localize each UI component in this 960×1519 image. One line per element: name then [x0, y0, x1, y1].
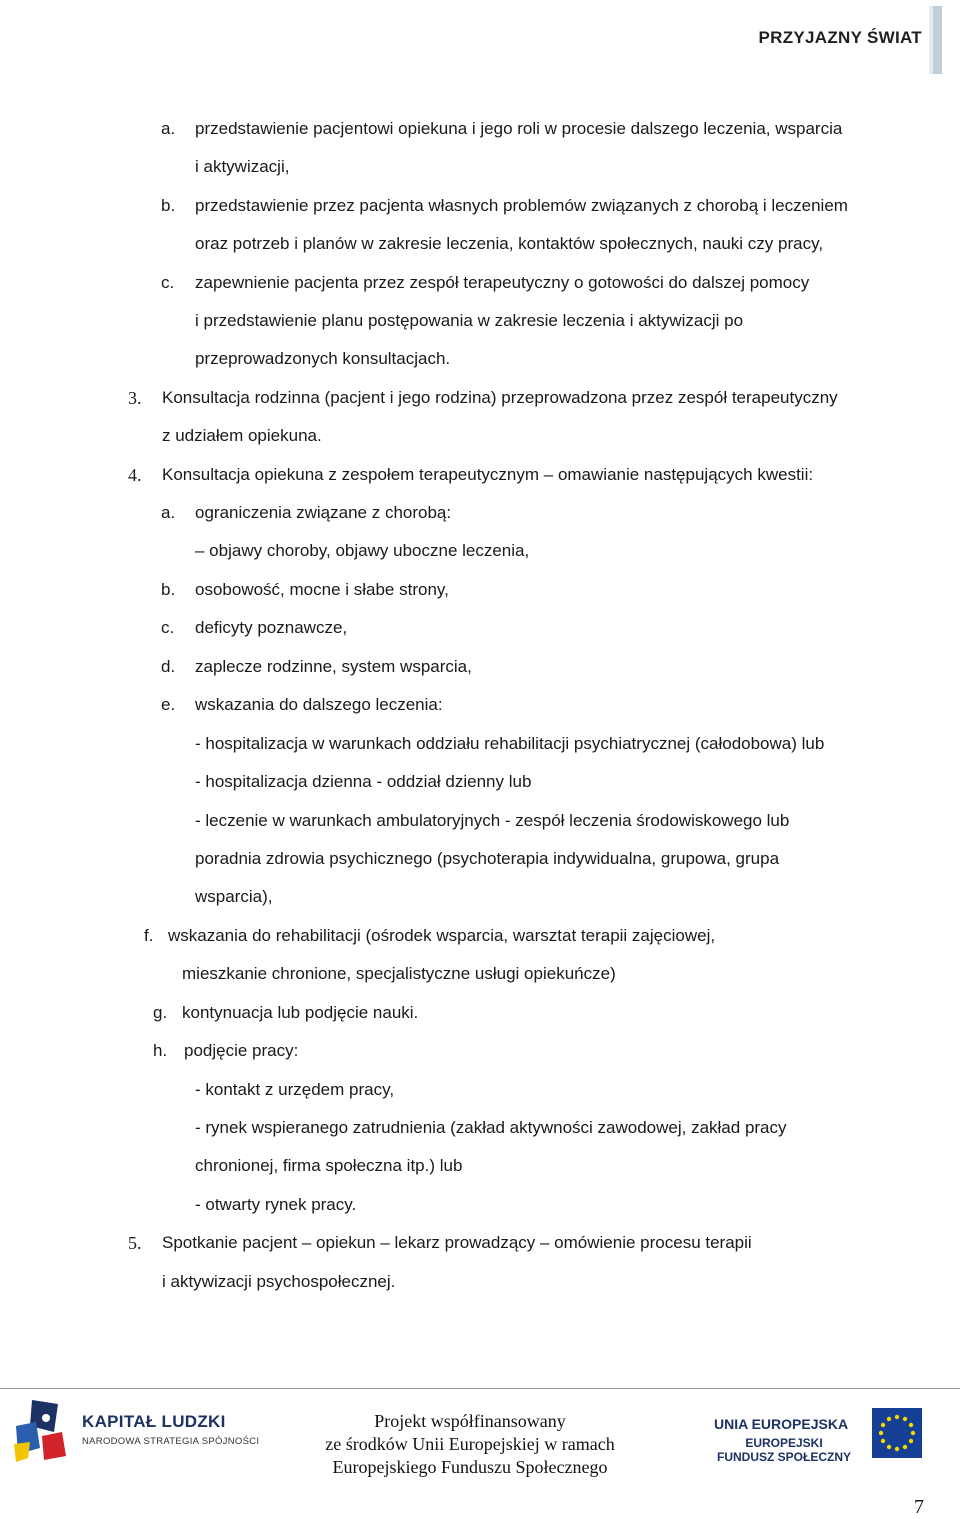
list-item-text: oraz potrzeb i planów w zakresie leczenia, kontaktów społecznych, nauki czy pracy, — [195, 234, 824, 253]
list-item-text: chronionej, firma społeczna itp.) lub — [195, 1156, 463, 1175]
header-title: PRZYJAZNY ŚWIAT — [758, 28, 922, 47]
list-marker: d. — [161, 657, 176, 676]
footer-note-line: Projekt współfinansowany — [374, 1411, 566, 1431]
list-item-text: Konsultacja rodzinna (pacjent i jego rodzina) przeprowadzona przez zespół terapeutyczny — [162, 388, 838, 407]
footer-cofinancing-note — [290, 1410, 650, 1479]
eu-logo-subtitle — [710, 1436, 858, 1464]
list-marker: g. — [153, 1003, 168, 1022]
list-item-text: kontynuacja lub podjęcie nauki. — [182, 1003, 419, 1022]
eu-logo-title: UNIA EUROPEJSKA — [714, 1416, 849, 1432]
list-marker: a. — [161, 119, 176, 138]
footer-note-line: ze środków Unii Europejskiej w ramach — [325, 1434, 615, 1454]
list-marker: c. — [161, 618, 175, 637]
list-marker: b. — [161, 196, 176, 215]
list-item-text: i aktywizacji psychospołecznej. — [162, 1272, 396, 1291]
list-item-text: deficyty poznawcze, — [195, 618, 348, 637]
list-item-text: wskazania do rehabilitacji (ośrodek wsparcia, warsztat terapii zajęciowej, — [168, 926, 716, 945]
header-accent-bar — [933, 6, 942, 74]
list-marker: 3. — [128, 388, 142, 408]
list-item-text: i przedstawienie planu postępowania w zakresie leczenia i aktywizacji po — [195, 311, 744, 330]
list-marker: b. — [161, 580, 176, 599]
list-marker: a. — [161, 503, 176, 522]
list-item-text: - otwarty rynek pracy. — [195, 1195, 357, 1214]
list-marker: e. — [161, 695, 176, 714]
list-item-text: i aktywizacji, — [195, 157, 290, 176]
list-marker: 4. — [128, 465, 142, 485]
page-number: 7 — [914, 1496, 924, 1518]
list-item-text: zaplecze rodzinne, system wsparcia, — [195, 657, 472, 676]
kapital-ludzki-emblem-icon — [12, 1396, 72, 1466]
eu-flag-icon — [872, 1408, 922, 1458]
list-item-text: wskazania do dalszego leczenia: — [195, 695, 443, 714]
eu-logo — [700, 1398, 940, 1478]
footer-divider — [0, 1388, 960, 1389]
list-item-text: – objawy choroby, objawy uboczne leczenia, — [195, 541, 530, 560]
list-item-text: osobowość, mocne i słabe strony, — [195, 580, 449, 599]
list-item-text: - rynek wspieranego zatrudnienia (zakład aktywności zawodowej, zakład pracy — [195, 1118, 787, 1137]
kapital-ludzki-title: KAPITAŁ LUDZKI — [82, 1412, 226, 1431]
kapital-ludzki-subtitle: NARODOWA STRATEGIA SPÓJNOŚCI — [82, 1436, 260, 1447]
list-item-text: ograniczenia związane z chorobą: — [195, 503, 452, 522]
list-marker: 5. — [128, 1233, 142, 1253]
list-item-text: - leczenie w warunkach ambulatoryjnych - zespół leczenia środowiskowego lub — [195, 811, 790, 830]
list-item-text: Konsultacja opiekuna z zespołem terapeutycznym – omawianie następujących kwestii: — [162, 465, 814, 484]
list-item-text: Spotkanie pacjent – opiekun – lekarz prowadzący – omówienie procesu terapii — [162, 1233, 752, 1252]
list-item-text: zapewnienie pacjenta przez zespół terapeutyczny o gotowości do dalszej pomocy — [195, 273, 810, 292]
list-marker: h. — [153, 1041, 168, 1060]
list-item-text: - kontakt z urzędem pracy, — [195, 1080, 395, 1099]
list-item-text: wsparcia), — [195, 887, 273, 906]
eu-logo-line: FUNDUSZ SPOŁECZNY — [716, 1450, 851, 1464]
list-item-text: przedstawienie pacjentowi opiekuna i jego roli w procesie dalszego leczenia, wsparcia — [195, 119, 843, 138]
list-item-text: z udziałem opiekuna. — [162, 426, 322, 445]
kapital-ludzki-logo — [12, 1396, 262, 1466]
eu-logo-line: EUROPEJSKI — [745, 1436, 823, 1450]
footer-note-line: Europejskiego Funduszu Społecznego — [332, 1457, 608, 1477]
list-item-text: poradnia zdrowia psychicznego (psychoterapia indywidualna, grupowa, grupa — [195, 849, 780, 868]
list-item-text: - hospitalizacja dzienna - oddział dzienny lub — [195, 772, 532, 791]
list-item-text: przeprowadzonych konsultacjach. — [195, 349, 451, 368]
list-item-text: przedstawienie przez pacjenta własnych problemów związanych z chorobą i leczeniem — [195, 196, 848, 215]
list-marker: f. — [144, 926, 154, 945]
list-item-text: podjęcie pracy: — [184, 1041, 299, 1060]
list-item-text: mieszkanie chronione, specjalistyczne usługi opiekuńcze) — [182, 964, 616, 983]
list-marker: c. — [161, 273, 175, 292]
list-item-text: - hospitalizacja w warunkach oddziału rehabilitacji psychiatrycznej (całodobowa) lub — [195, 734, 825, 753]
